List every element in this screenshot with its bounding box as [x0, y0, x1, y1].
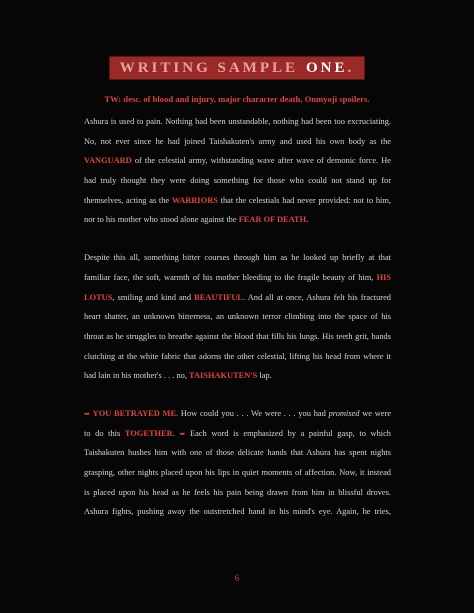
- text-run: clutching at the white fabric that adorns the other celestial, lifting his head from where it: [84, 351, 391, 361]
- paragraph-gap: [84, 236, 391, 254]
- text-line: [84, 197, 391, 217]
- arrow-icon: ➥: [84, 409, 90, 418]
- emphasis-vanguard: VANGUARD: [84, 156, 132, 166]
- text-run: Ashura fights, pushing away the outstretched hand in his mind's eye. Again, he tries,: [84, 507, 391, 517]
- text-line: [84, 254, 391, 274]
- text-run: we were: [359, 408, 391, 418]
- text-line: [84, 508, 391, 528]
- text-line: [84, 333, 391, 353]
- text-line: [84, 157, 391, 177]
- text-run: of the celestial army, withstanding wave after wave of demonic force. He: [131, 156, 391, 166]
- text-line: [84, 118, 391, 138]
- title-banner: [109, 56, 365, 80]
- text-run: that the celestials had never provided: not to him,: [217, 195, 391, 205]
- text-run: lap.: [257, 371, 272, 381]
- emphasis-taishakuten: TAISHAKUTEN'S: [189, 371, 258, 381]
- paragraph-3: [84, 410, 391, 528]
- emphasis-promised: promised: [328, 408, 360, 418]
- emphasis-fear-of-death: FEAR OF DEATH: [238, 215, 307, 225]
- text-run: is placed upon his head as he feels his pain being drawn from him in blissful droves.: [84, 487, 391, 497]
- banner-dot: .: [347, 59, 355, 76]
- arrow-icon: ➥: [179, 429, 186, 438]
- text-line: [84, 294, 391, 314]
- text-line: [84, 449, 391, 469]
- text-run: No, not ever since he had joined Taishakuten's army and used his own body as the: [84, 136, 391, 146]
- text-run: nor to his mother who stood alone against the: [84, 215, 239, 225]
- paragraph-1: [84, 118, 391, 236]
- text-line: [84, 138, 391, 158]
- emphasis-lotus: LOTUS: [84, 292, 113, 302]
- paragraph-gap: [84, 392, 391, 410]
- text-line: [84, 430, 391, 450]
- banner-title-number: ONE: [306, 59, 348, 76]
- trigger-warning: TW: desc. of blood and injury, major character death, Onmyoji spoilers.: [104, 94, 370, 104]
- text-run: Each word is emphasized by a painful gasp, to which: [185, 428, 391, 438]
- text-run: .: [306, 215, 309, 225]
- text-run: had lain in his mother's . . . no,: [84, 371, 190, 381]
- text-run: grasping, other nights placed upon his lips in quiet moments of affection. Now, it instead: [84, 468, 391, 477]
- text-line: [84, 469, 391, 489]
- text-run: Taishakuten hushes him with one of those delicate hands that Ashura has spent nights: [84, 448, 391, 458]
- text-line: [84, 372, 391, 392]
- paragraph-2: [84, 254, 391, 392]
- emphasis-warriors: WARRIORS: [171, 195, 218, 205]
- text-run: heart shatter, an unknown bitterness, an unknown terror climbing into the space of his: [84, 312, 391, 322]
- text-line: [84, 216, 391, 236]
- emphasis-together: TOGETHER.: [124, 428, 175, 438]
- text-run: themselves, acting as the: [84, 195, 172, 205]
- story-body: [84, 118, 391, 528]
- text-run: to do this: [84, 428, 125, 438]
- text-line: [84, 313, 391, 333]
- text-run: , smiling and kind and: [112, 292, 195, 302]
- text-run: How could you . . . We were . . . you had: [178, 408, 329, 418]
- text-line: [84, 353, 391, 373]
- text-line: [84, 489, 391, 509]
- emphasis-his: HIS: [376, 272, 391, 282]
- banner-title: WRITING SAMPLE: [119, 59, 298, 76]
- emphasis-beautiful: BEAUTIFUL: [194, 292, 244, 302]
- text-run: Despite this all, something bitter courses through him as he looked up briefly at that: [84, 253, 391, 263]
- text-line: [84, 274, 391, 294]
- text-line: [84, 177, 391, 197]
- text-run: throat as he struggles to breathe against the blood that fills his lungs. His teeth grit, hands: [84, 331, 391, 341]
- text-run: familiar face, the soft, warmth of his mother bleeding to the fragile beauty of him,: [84, 272, 377, 282]
- page-number: 6: [234, 573, 240, 583]
- text-run: Ashura is used to pain. Nothing had been unstandable, nothing had been too excruciating.: [84, 117, 391, 126]
- text-run: . And all at once, Ashura felt his fractured: [243, 292, 391, 302]
- emphasis-you-betrayed-me: YOU BETRAYED ME.: [92, 408, 179, 418]
- text-run: had truly thought they were doing something for those who could not stand up for: [84, 176, 391, 186]
- text-line: [84, 410, 391, 430]
